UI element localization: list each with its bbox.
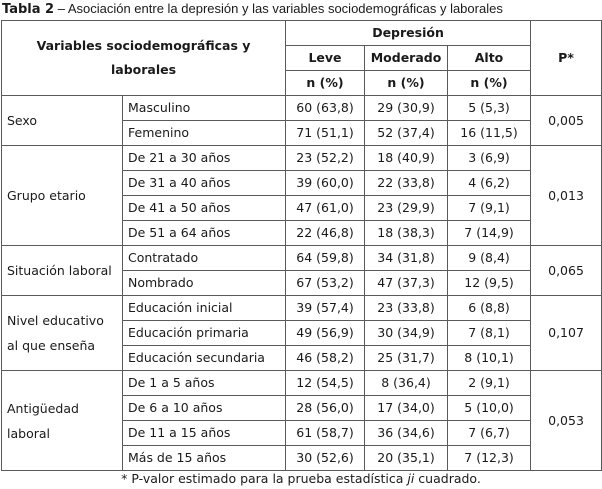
alto-cell: 9 (8,4)	[448, 246, 531, 271]
leve-cell: 47 (61,0)	[286, 196, 365, 221]
alto-cell: 5 (10,0)	[448, 396, 531, 421]
alto-cell: 16 (11,5)	[448, 121, 531, 146]
row-label: Contratado	[123, 246, 286, 271]
row-label: De 31 a 40 años	[123, 171, 286, 196]
row-label: De 21 a 30 años	[123, 146, 286, 171]
moderado-cell: 20 (35,1)	[365, 446, 448, 471]
level-moderado-header: Moderado	[365, 46, 448, 71]
p-value-cell: 0,005	[531, 96, 602, 146]
alto-cell: 7 (9,1)	[448, 196, 531, 221]
row-label: Masculino	[123, 96, 286, 121]
table-title: – Asociación entre la depresión y las variables sociodemográficas y laborales	[54, 1, 503, 16]
leve-cell: 23 (52,2)	[286, 146, 365, 171]
leve-cell: 71 (51,1)	[286, 121, 365, 146]
row-label: De 51 a 64 años	[123, 221, 286, 246]
group-label: Antigüedad laboral	[2, 371, 123, 471]
row-label: De 1 a 5 años	[123, 371, 286, 396]
moderado-cell: 29 (30,9)	[365, 96, 448, 121]
level-moderado-unit: n (%)	[365, 71, 448, 96]
footnote-end: cuadrado.	[414, 471, 481, 486]
table-footnote	[0, 471, 602, 487]
leve-cell: 67 (53,2)	[286, 271, 365, 296]
leve-cell: 39 (60,0)	[286, 171, 365, 196]
alto-cell: 12 (9,5)	[448, 271, 531, 296]
leve-cell: 49 (56,9)	[286, 321, 365, 346]
row-label: Nombrado	[123, 271, 286, 296]
alto-cell: 8 (10,1)	[448, 346, 531, 371]
p-value-cell: 0,053	[531, 371, 602, 471]
footnote-text: * P-valor estimado para la prueba estadística	[121, 471, 408, 486]
table-number: Tabla 2	[2, 2, 55, 17]
level-alto-unit: n (%)	[448, 71, 531, 96]
moderado-cell: 25 (31,7)	[365, 346, 448, 371]
table-row	[2, 371, 602, 396]
table-row	[2, 296, 602, 321]
p-value-header: P*	[531, 21, 602, 96]
alto-cell: 7 (6,7)	[448, 421, 531, 446]
alto-cell: 4 (6,2)	[448, 171, 531, 196]
moderado-cell: 8 (36,4)	[365, 371, 448, 396]
leve-cell: 12 (54,5)	[286, 371, 365, 396]
table-caption	[2, 0, 602, 19]
row-label: Educación inicial	[123, 296, 286, 321]
table-row	[2, 96, 602, 121]
group-label: Situación laboral	[2, 246, 123, 296]
moderado-cell: 52 (37,4)	[365, 121, 448, 146]
row-label: Femenino	[123, 121, 286, 146]
moderado-cell: 18 (40,9)	[365, 146, 448, 171]
alto-cell: 6 (8,8)	[448, 296, 531, 321]
leve-cell: 28 (56,0)	[286, 396, 365, 421]
footnote-italic: ji	[407, 471, 415, 486]
row-label: De 11 a 15 años	[123, 421, 286, 446]
moderado-cell: 23 (29,9)	[365, 196, 448, 221]
alto-cell: 2 (9,1)	[448, 371, 531, 396]
p-value-cell: 0,107	[531, 296, 602, 371]
alto-cell: 3 (6,9)	[448, 146, 531, 171]
depression-header: Depresión	[286, 21, 531, 46]
row-label: Educación primaria	[123, 321, 286, 346]
group-label: Grupo etario	[2, 146, 123, 246]
moderado-cell: 23 (33,8)	[365, 296, 448, 321]
variables-header: Variables sociodemográficas y laborales	[2, 21, 286, 96]
leve-cell: 61 (58,7)	[286, 421, 365, 446]
table-row	[2, 146, 602, 171]
leve-cell: 39 (57,4)	[286, 296, 365, 321]
p-value-cell: 0,013	[531, 146, 602, 246]
alto-cell: 5 (5,3)	[448, 96, 531, 121]
row-label: Más de 15 años	[123, 446, 286, 471]
row-label: Educación secundaria	[123, 346, 286, 371]
moderado-cell: 22 (33,8)	[365, 171, 448, 196]
moderado-cell: 47 (37,3)	[365, 271, 448, 296]
leve-cell: 22 (46,8)	[286, 221, 365, 246]
level-leve-unit: n (%)	[286, 71, 365, 96]
moderado-cell: 18 (38,3)	[365, 221, 448, 246]
data-table	[1, 20, 602, 471]
level-leve-header: Leve	[286, 46, 365, 71]
row-label: De 6 a 10 años	[123, 396, 286, 421]
leve-cell: 60 (63,8)	[286, 96, 365, 121]
level-alto-header: Alto	[448, 46, 531, 71]
group-label: Nivel educativo al que enseña	[2, 296, 123, 371]
leve-cell: 64 (59,8)	[286, 246, 365, 271]
row-label: De 41 a 50 años	[123, 196, 286, 221]
moderado-cell: 34 (31,8)	[365, 246, 448, 271]
moderado-cell: 17 (34,0)	[365, 396, 448, 421]
alto-cell: 7 (8,1)	[448, 321, 531, 346]
moderado-cell: 30 (34,9)	[365, 321, 448, 346]
group-label: Sexo	[2, 96, 123, 146]
p-value-cell: 0,065	[531, 246, 602, 296]
leve-cell: 46 (58,2)	[286, 346, 365, 371]
alto-cell: 7 (12,3)	[448, 446, 531, 471]
table-row	[2, 246, 602, 271]
leve-cell: 30 (52,6)	[286, 446, 365, 471]
moderado-cell: 36 (34,6)	[365, 421, 448, 446]
alto-cell: 7 (14,9)	[448, 221, 531, 246]
